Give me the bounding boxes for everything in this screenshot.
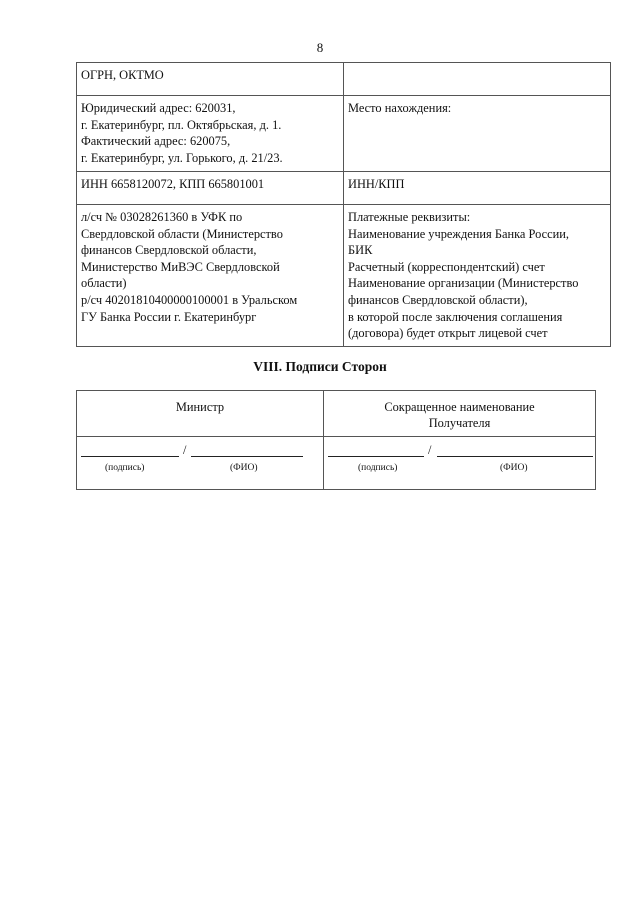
- cell-line: БИК: [348, 243, 373, 258]
- requisites-cell-right: [344, 205, 611, 347]
- name-line: [437, 455, 593, 457]
- signature-caption: (подпись): [358, 463, 398, 473]
- cell-line: ИНН 6658120072, КПП 665801001: [81, 177, 265, 191]
- requisites-cell-left: [77, 205, 344, 347]
- cell-line: Министерство МиВЭС Свердловской: [81, 259, 280, 274]
- requisites-table: [76, 62, 611, 347]
- requisites-cell-right: [344, 96, 611, 172]
- signature-block-right: [324, 437, 596, 490]
- signatures-table: [76, 390, 596, 490]
- recipient-label-line2: Получателя: [428, 416, 491, 430]
- cell-line: (договора) будет открыт лицевой счет: [348, 326, 548, 341]
- requisites-cell-right: [344, 172, 611, 205]
- requisites-cell-left: [77, 63, 344, 96]
- cell-line: области): [81, 276, 127, 291]
- separator-slash: /: [183, 443, 187, 457]
- cell-line: Расчетный (корреспондентский) счет: [348, 259, 545, 274]
- requisites-cell-left: [77, 172, 344, 205]
- cell-line: г. Екатеринбург, ул. Горького, д. 21/23.: [81, 150, 283, 165]
- name-caption: (ФИО): [500, 463, 528, 473]
- signature-header-right: [324, 391, 596, 437]
- table-row: [77, 172, 611, 205]
- name-caption: (ФИО): [230, 463, 258, 473]
- cell-line: Юридический адрес: 620031,: [81, 101, 236, 115]
- table-row: [77, 96, 611, 172]
- cell-line: финансов Свердловской области),: [348, 292, 528, 307]
- cell-line: л/сч № 03028261360 в УФК по: [81, 210, 243, 224]
- section-title: VIII. Подписи Сторон: [253, 359, 387, 374]
- cell-line: Наименование организации (Министерство: [348, 276, 579, 291]
- requisites-cell-left: [77, 96, 344, 172]
- table-row: [77, 63, 611, 96]
- signature-block-left: [77, 437, 324, 490]
- cell-line: Фактический адрес: 620075,: [81, 134, 231, 149]
- cell-line: в которой после заключения соглашения: [348, 309, 563, 324]
- signature-line: [328, 455, 424, 457]
- cell-line: Место нахождения:: [348, 101, 452, 115]
- cell-line: р/сч 40201810400000100001 в Уральском: [81, 292, 298, 307]
- cell-line: Наименование учреждения Банка России,: [348, 226, 569, 241]
- name-line: [191, 455, 303, 457]
- cell-line: г. Екатеринбург, пл. Октябрьская, д. 1.: [81, 117, 282, 132]
- signature-header-left: [77, 391, 324, 437]
- signature-line: [81, 455, 179, 457]
- table-row: [77, 437, 596, 490]
- cell-line: ГУ Банка России г. Екатеринбург: [81, 309, 257, 324]
- cell-line: финансов Свердловской области,: [81, 243, 257, 258]
- cell-line: ОГРН, ОКТМО: [81, 68, 164, 82]
- table-row: [77, 205, 611, 347]
- cell-line: Платежные реквизиты:: [348, 210, 471, 224]
- requisites-cell-right: [344, 63, 611, 96]
- separator-slash: /: [428, 443, 432, 457]
- cell-line: ИНН/КПП: [348, 177, 405, 191]
- table-row: [77, 391, 596, 437]
- minister-label: Министр: [175, 400, 225, 414]
- page-number: 8: [316, 40, 324, 55]
- recipient-label-line1: Сокращенное наименование: [384, 400, 535, 414]
- signature-caption: (подпись): [105, 463, 145, 473]
- cell-line: Свердловской области (Министерство: [81, 226, 283, 241]
